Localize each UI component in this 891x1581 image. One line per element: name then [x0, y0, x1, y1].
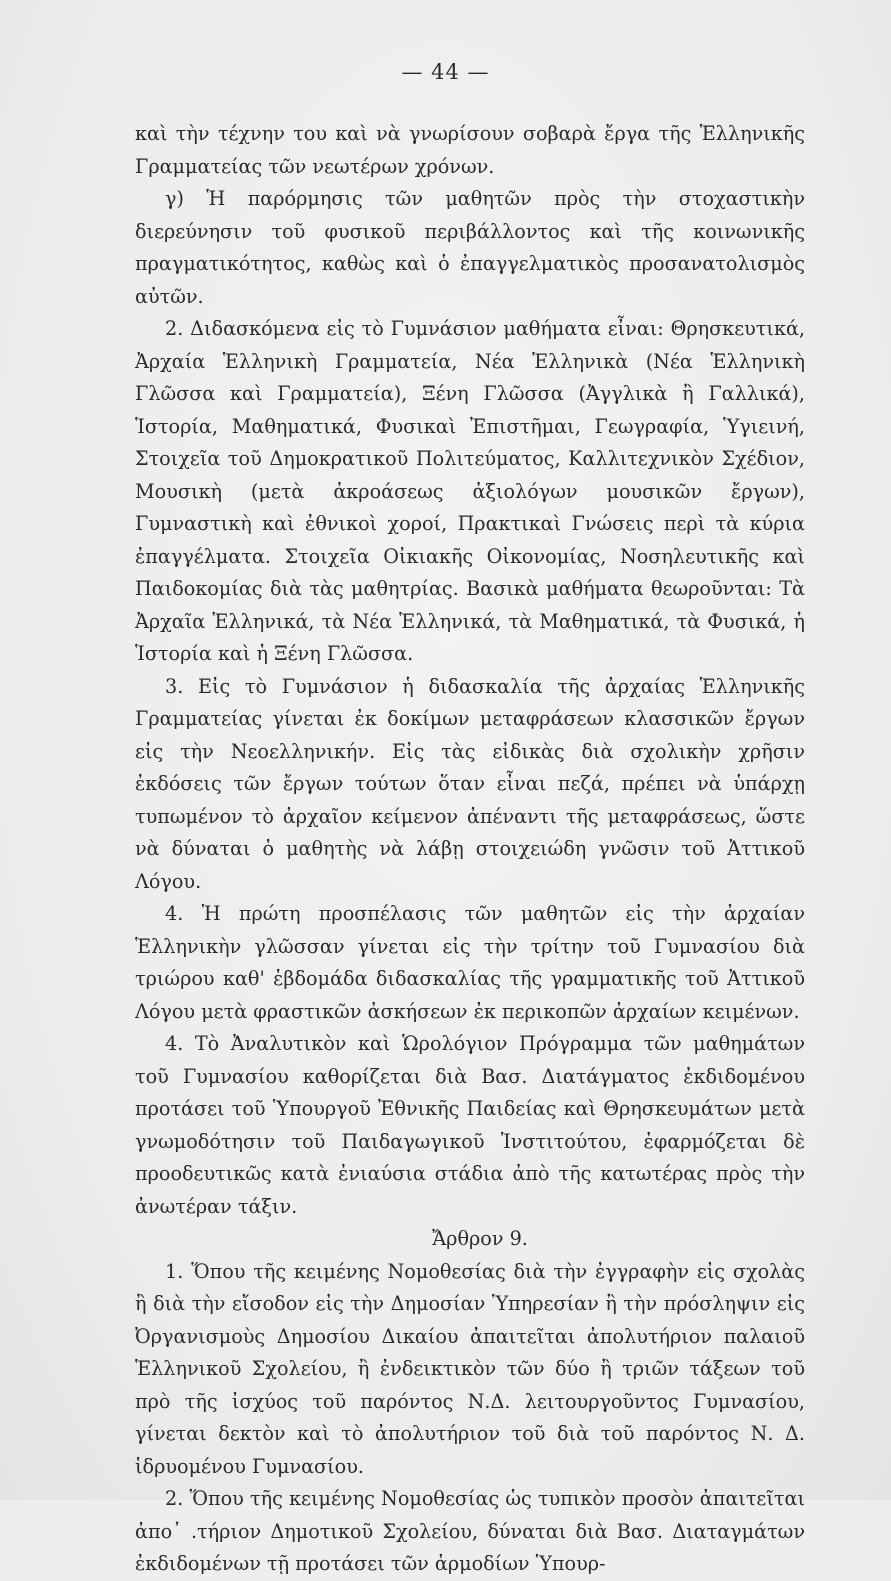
article-9-paragraph-2: 2. Ὅπου τῆς κειμένης Νομοθεσίας ὡς τυπικὸν προσὸν ἀπαιτεῖται ἀπο᾿ .τήριον Δημοτικοῦ Σχολείου, δύναται διὰ Βασ. Διαταγμάτων ἐκδιδομένων τῇ προτάσει τῶν ἁρμοδίων Ὑπουρ- — [135, 1487, 805, 1575]
paragraph-4a: 4. Ἡ πρώτη προσπέλασις τῶν μαθητῶν εἰς τὴν ἀρχαίαν Ἑλληνικὴν γλῶσσαν γίνεται εἰς τὴν τρίτην τοῦ Γυμνασίου διὰ τριώρου καθ' ἑβδομάδα διδασκαλίας τῆς γραμματικῆς τοῦ Ἀττικοῦ Λόγου μετὰ φραστικῶν ἀσκήσεων ἐκ περικοπῶν ἀρχαίων κειμένων. — [135, 902, 805, 1023]
paragraph-item-gamma: γ) Ἡ παρόρμησις τῶν μαθητῶν πρὸς τὴν στοχαστικὴν διερεύνησιν τοῦ φυσικοῦ περιβάλλοντος καὶ τῆς κοινωνικῆς πραγματικότητος, καθὼς καὶ ὁ ἐπαγγελματικὸς προσανατολισμὸς αὐτῶν. — [135, 187, 805, 308]
paragraph-3: 3. Εἰς τὸ Γυμνάσιον ἡ διδασκαλία τῆς ἀρχαίας Ἑλληνικῆς Γραμματείας γίνεται ἐκ δοκίμων μεταφράσεων κλασσικῶν ἔργων εἰς τὴν Νεοελληνικήν. Εἰς τὰς εἰδικὰς διὰ σχολικὴν χρῆσιν ἐκδόσεις τῶν ἔργων τούτων ὅταν εἶναι πεζά, πρέπει νὰ ὑπάρχῃ τυπωμένον τὸ ἀρχαῖον κείμενον ἀπέναντι τῆς μεταφράσεως, ὥστε νὰ δύναται ὁ μαθητὴς νὰ λάβῃ στοιχειώδη γνῶσιν τοῦ Ἀττικοῦ Λόγου. — [135, 674, 805, 893]
paragraph-2: 2. Διδασκόμενα εἰς τὸ Γυμνάσιον μαθήματα εἶναι: Θρησκευτικά, Ἀρχαία Ἑλληνικὴ Γραμματεία, Νέα Ἑλληνικὰ (Νέα Ἑλληνικὴ Γλῶσσα καὶ Γραμματεία), Ξένη Γλῶσσα (Ἀγγλικὰ ἢ Γαλλικά), Ἱστορία, Μαθηματικά, Φυσικαὶ Ἐπιστῆμαι, Γεωγραφία, Ὑγιεινή, Στοιχεῖα τοῦ Δημοκρατικοῦ Πολιτεύματος, Καλλιτεχνικὸν Σχέδιον, Μουσικὴ (μετὰ ἀκροάσεως ἀξιολόγων μουσικῶν ἔργων), Γυμναστικὴ καὶ ἐθνικοὶ χοροί, Πρακτικαὶ Γνώσεις περὶ τὰ κύρια ἐπαγγέλματα. Στοιχεῖα Οἰκιακῆς Οἰκονομίας, Νοσηλευτικῆς καὶ Παιδοκομίας διὰ τὰς μαθητρίας. Βασικὰ μαθήματα θεωροῦνται: Τὰ Ἀρχαῖα Ἑλληνικά, τὰ Νέα Ἑλληνικά, τὰ Μαθηματικά, τὰ Φυσικά, ἡ Ἱστορία καὶ ἡ Ξένη Γλῶσσα. — [135, 317, 805, 665]
body-text — [135, 118, 805, 1581]
page-number: — 44 — — [401, 60, 490, 84]
article-heading: Ἄρθρον 9. — [432, 1227, 528, 1250]
paragraph-continuation: καὶ τὴν τέχνην του καὶ νὰ γνωρίσουν σοβαρὰ ἔργα τῆς Ἑλληνικῆς Γραμματείας τῶν νεωτέρων χρόνων. — [135, 122, 805, 178]
article-9-paragraph-1: 1. Ὅπου τῆς κειμένης Νομοθεσίας διὰ τὴν ἐγγραφὴν εἰς σχολὰς ἢ διὰ τὴν εἴσοδον εἰς τὴν Δημοσίαν Ὑπηρεσίαν ἢ τὴν πρόσληψιν εἰς Ὀργανισμοὺς Δημοσίου Δικαίου ἀπαιτεῖται ἀπολυτήριον παλαιοῦ Ἑλληνικοῦ Σχολείου, ἢ ἐνδεικτικὸν τῶν δύο ἢ τριῶν τάξεων τοῦ πρὸ τῆς ἰσχύος τοῦ παρόντος Ν.Δ. λειτουργοῦντος Γυμνασίου, γίνεται δεκτὸν καὶ τὸ ἀπολυτήριον τοῦ διὰ τοῦ παρόντος Ν. Δ. ἱδρυομένου Γυμνασίου. — [135, 1259, 805, 1478]
paragraph-4b: 4. Τὸ Ἀναλυτικὸν καὶ Ὡρολόγιον Πρόγραμμα τῶν μαθημάτων τοῦ Γυμνασίου καθορίζεται διὰ Βασ. Διατάγματος ἐκδιδομένου προτάσει τοῦ Ὑπουργοῦ Ἐθνικῆς Παιδείας καὶ Θρησκευμάτων μετὰ γνωμοδότησιν τοῦ Παιδαγωγικοῦ Ἰνστιτούτου, ἐφαρμόζεται δὲ προοδευτικῶς κατὰ ἐνιαύσια στάδια ἀπὸ τῆς κατωτέρας πρὸς τὴν ἀνωτέραν τάξιν. — [135, 1032, 805, 1218]
